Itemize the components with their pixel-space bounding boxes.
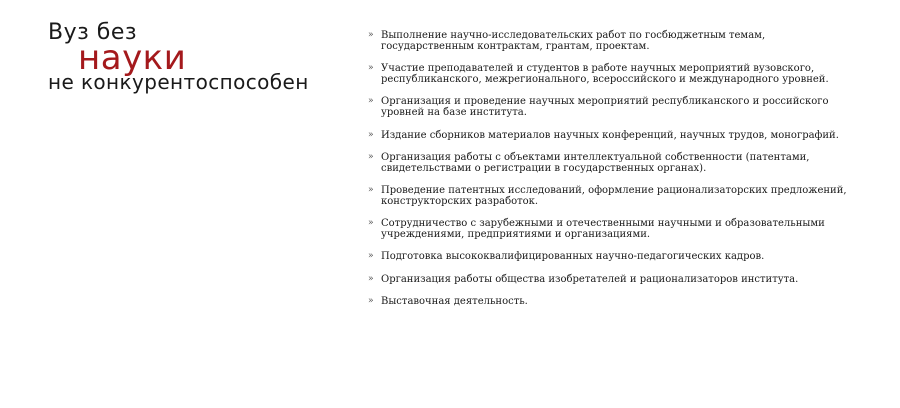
bullet-icon: » — [368, 151, 374, 162]
bullet-icon: » — [368, 63, 374, 74]
list-item — [368, 30, 848, 52]
title-line-2-accent: науки — [78, 38, 187, 78]
list-item-text: Участие преподавателей и студентов в работе научных мероприятий вузовского, республиканского, межрегионального, всероссийского и международного уровней. — [381, 63, 829, 86]
list-item-text: Подготовка высококвалифицированных научно-педагогических кадров. — [381, 251, 765, 263]
list-item-text: Организация работы с объектами интеллектуальной собственности (патентами, свидетельствами о регистрации в государственных органах). — [381, 151, 810, 174]
list-item-text: Организация и проведение научных мероприятий республиканского и российского уровней на базе института. — [381, 96, 829, 119]
list-item — [368, 152, 848, 174]
list-item-text: Организация работы общества изобретателей и рационализаторов института. — [381, 273, 799, 285]
activities-list — [368, 30, 848, 318]
list-item — [368, 296, 848, 307]
bullet-icon: » — [368, 251, 374, 262]
bullet-icon: » — [368, 273, 374, 284]
bullet-icon: » — [368, 30, 374, 40]
bullet-icon: » — [368, 218, 374, 229]
bullet-icon: » — [368, 295, 374, 306]
list-item-text: Выполнение научно-исследовательских работ по госбюджетным темам, государственным контрактам, грантам, проектам. — [381, 30, 766, 52]
list-item-text: Проведение патентных исследований, оформление рационализаторских предложений, конструкторских разработок. — [381, 184, 847, 207]
page-title — [48, 22, 348, 93]
list-item-text: Сотрудничество с зарубежными и отечественными научными и образовательными учреждениями, предприятиями и организациями. — [381, 218, 825, 241]
list-item-text: Выставочная деятельность. — [381, 295, 528, 307]
bullet-icon: » — [368, 184, 374, 195]
bullet-icon: » — [368, 129, 374, 140]
list-item — [368, 63, 848, 85]
list-item — [368, 96, 848, 118]
title-line-3: не конкурентоспособен — [48, 70, 309, 94]
list-item — [368, 274, 848, 285]
list-item — [368, 185, 848, 207]
bullet-icon: » — [368, 96, 374, 107]
list-item — [368, 251, 848, 262]
list-item — [368, 218, 848, 240]
list-item-text: Издание сборников материалов научных конференций, научных трудов, монографий. — [381, 129, 839, 141]
list-item — [368, 130, 848, 141]
title-line-1: Вуз без — [48, 20, 138, 45]
